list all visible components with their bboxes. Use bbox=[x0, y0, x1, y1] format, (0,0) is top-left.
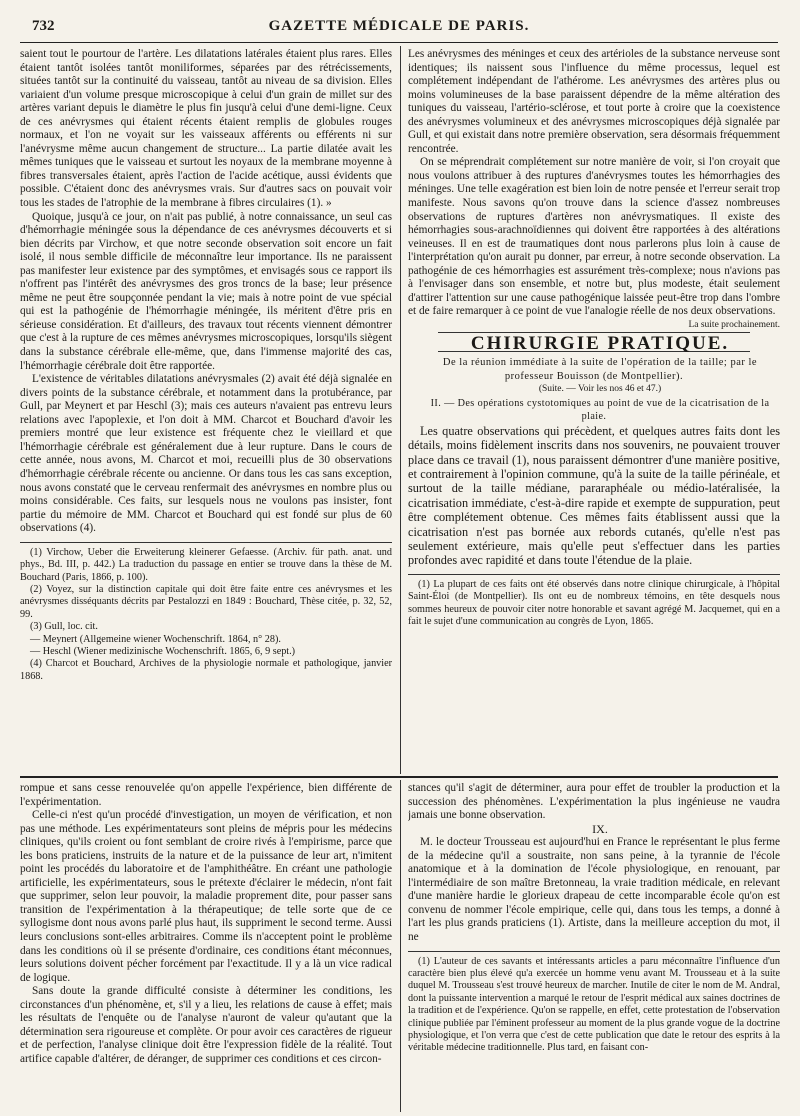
paragraph: Celle-ci n'est qu'un procédé d'investigation, un moyen de vérification, et non pas une méthode. Les expérimentateurs sont pleins de mépris pour les médecins cliniques, qu'ils croient ou font semblant de croire rivés à l'empirisme, parce que les bons praticiens, instruits de la nature et de la puissance de leur art, n'imitent point les procédés du laboratoire et de l'amphithéâtre. En créant une pathologie artificielle, les expérimentateurs, sous le prétexte d'éclairer le médecin, n'ont fait que supprimer, selon leur pouvoir, la maladie proprement dite, pour passer sans transition de l'expérimentation à la thérapeutique; de telle sorte que de ce syllogisme dont nous avons parlé plus haut, ils suppriment le second terme. Aussi leurs conclusions sont-elles arbitraires. Comme ils n'acceptent point le problème dans les conditions où il se présente d'ordinaire, ces conditions étant méconnues, leurs solutions doivent pécher forcément par l'exactitude. Il y a là un vice radical de logique. bbox=[20, 809, 392, 984]
running-title: GAZETTE MÉDICALE DE PARIS. bbox=[268, 18, 530, 34]
paragraph: Sans doute la grande difficulté consiste à déterminer les conditions, les circonstances d'un phénomène, et, s'il y a lieu, les relations de cause à effet; mais les résultats de l'enquête ou de l'analyse n'auront de valeur qu'autant que la détermination sera rigoureuse et complète. Or pour avoir ces caractères de rigueur et de perfection, l'analyse clinique doit être l'expression fidèle de la réalité. Tout artifice capable d'altérer, de déranger, de supprimer ces conditions et ces circon- bbox=[20, 985, 392, 1065]
section-numeral: IX. bbox=[592, 821, 608, 836]
paragraph: rompue et sans cesse renouvelée qu'on appelle l'expérience, bien différente de l'expérimentation. bbox=[20, 782, 392, 808]
footnote-separator bbox=[408, 574, 780, 575]
page-number: 732 bbox=[32, 18, 55, 34]
footnotes bbox=[408, 956, 780, 1055]
footnote: (4) Charcot et Bouchard, Archives de la physiologie normale et pathologique, janvier 1868. bbox=[20, 658, 392, 682]
footnote: (3) Gull, loc. cit. bbox=[30, 621, 98, 633]
top-left-column bbox=[20, 48, 392, 770]
footnote-separator bbox=[408, 951, 780, 952]
footnotes bbox=[408, 579, 780, 629]
paragraph: stances qu'il s'agit de déterminer, aura pour effet de troubler la production et la succession des phénomènes. L'expérimentation la plus ingénieuse ne vaudra jamais une bonne observation. bbox=[408, 782, 780, 822]
column-divider bbox=[400, 46, 401, 774]
footnote: (1) L'auteur de ces savants et intéressants articles a paru méconnaître l'influence d'un caractère bien plus élevé qu'a exercée un homme venu avant M. Trousseau et à la suite duquel M. Trousseau s'est trouvé heureux de marcher. Inutile de citer le nom de M. Andral, dont la puissante intervention a marqué le retour de l'esprit médical aux saines doctrines de la tradition et de l'expérience. Qu'on se rappelle, en effet, cette protestation de l'observation clinique publiée par l'éminent professeur au moment de la plus grande vogue de la doctrine physiologique, et l'on verra que c'est de cette publication que date le retour des esprits à la véritable médecine traditionnelle. Plus tard, en faisant con- bbox=[408, 955, 780, 1054]
column-divider bbox=[400, 780, 401, 1112]
footnote-separator bbox=[20, 542, 392, 543]
footnote: — Heschl (Wiener medizinische Wochenschrift. 1865, 6, 9 sept.) bbox=[30, 645, 296, 657]
suite-reference: (Suite. — Voir les nos 46 et 47.) bbox=[538, 384, 662, 395]
paragraph: Les anévrysmes des méninges et ceux des artérioles de la substance nerveuse sont identiques; ils naissent sous l'influence du même processus, lequel est complétement indépendant de l'athérome. Les anévrysmes des artères plus ou moins volumineuses de la base paraissent dépendre de la même altération des tuniques du vaisseau, l'artério-sclérose, et tout porte à croire que la coexistence des anévrysmes volumineux et des anévrysmes microscopiques déjà signalée par Gull, et qui existait dans notre première observation, sera désormais fréquemment rencontrée. bbox=[408, 48, 780, 155]
page-header bbox=[20, 16, 778, 43]
article-title: De la réunion immédiate à la suite de l'opération de la taille; par le professeur Bouisson (de Montpellier). bbox=[442, 357, 758, 382]
continuation-note: La suite prochainement. bbox=[688, 319, 780, 330]
paragraph: L'existence de véritables dilatations anévrysmales (2) avait été déjà signalée en divers points de la substance cérébrale, et notamment dans la protubérance, par Gull, par Meynert et par Heschl (3); mais ces auteurs n'avaient pas entrevu leurs relations avec l'apoplexie, et l'on doit à MM. Charcot et Bouchard d'avoir les premiers montré que leur existence est fréquente chez le vieillard et que l'hémorrhagie cérébrale est généralement due à leur rupture. Dans le cours de cette année, nous avons, M. Charcot et moi, recueilli plus de 30 observations d'hémorrhagie cérébrale récente ou ancienne. Or dans tous les cas sans exception, nous avons constaté que le cerveau renfermait des anévrysmes en nombre plus ou moins considérable. Ces faits, sur lesquels nous ne voulons pas insister, font partie du mémoire de MM. Charcot et Bouchard qui est fondé sur plus de 60 observations (4). bbox=[20, 373, 392, 535]
paragraph: saient tout le pourtour de l'artère. Les dilatations latérales étaient plus rares. Elles étaient tantôt isolées tantôt moniliformes, séparées par des rétrécissements, situées tantôt sur la continuité du vaisseau, tantôt au niveau de sa division. Elles variaient d'un volume presque microscopique à celui d'un grain de millet sur des artères variant depuis le diamètre le plus fin jusqu'à celui d'une demi-ligne. Ceux de ces anévrysmes qui étaient récents étaient remplis de globules rouges normaux, et l'on ne voyait sur les vaisseaux afférents ou efférents ni sur l'anévrysme même aucun changement de structure... La partie dilatée avait les mêmes tuniques que le vaisseau et surtout les noyaux de la membrane moyenne à fibres transversales étaient, après l'action de l'acide acétique, aussi évidents que possible. C'étaient donc des anévrysmes vrais. Sur d'autres sacs on pouvait voir tous les stades de l'atrophie de la membrane à fibres circulaires (1). » bbox=[20, 48, 392, 210]
footnotes bbox=[20, 547, 392, 683]
paragraph: Les quatre observations qui précèdent, et quelques autres faits dont les détails, moins fidèlement inscrits dans nos souvenirs, ne pouvaient trouver place dans ce travail (1), nous paraissent démontrer d'une manière positive, et contrairement à l'opinion commune, qu'à la suite de la taille périnéale, et surtout de la taille médiane, pararaphéale ou médio-latéralisée, la cicatrisation immédiate, c'est-à-dire rapide et exempte de suppuration, peut être complétement obtenue. Ces mêmes faits établissent aussi que la cicatrisation n'est pas bornée aux rebords cutanés, qu'elle n'est pas seulement extérieure, mais qu'elle peut s'effectuer dans les parties profondes avec rapidité et dans toute l'étendue de la plaie. bbox=[408, 423, 780, 568]
section-title: CHIRURGIE PRATIQUE. bbox=[470, 333, 730, 355]
footnote: (1) La plupart de ces faits ont été observés dans notre clinique chirurgicale, à l'hôpital Saint-Éloi (de Montpellier). Ils ont eu de nombreux témoins, en tête desquels nous sommes heureux de pouvoir citer notre honorable et savant agrégé M. Jacquemet, qui en a fait le sujet d'une communication au congrès de Lyon, 1865. bbox=[408, 578, 780, 628]
footnote: (2) Voyez, sur la distinction capitale qui doit être faite entre ces anévrysmes et les anévrysmes disséquants décrits par Pestalozzi en 1849 : Bouchard, Thèse citée, p. 32, 52, 99. bbox=[20, 583, 392, 620]
bottom-right-column bbox=[408, 782, 780, 1112]
paragraph: Quoique, jusqu'à ce jour, on n'ait pas publié, à notre connaissance, un seul cas d'hémorrhagie méningée sous la dépendance de ces anévrysmes découverts et si bien décrits par Virchow, et que notre seconde observation soit encore un fait isolé, il nous semble difficile de méconnaître leur importance. Ils ne paraissent pas manifester leur existence par des symptômes, et envisagés sous ce rapport ils n'offrent pas l'intérêt des anévrysmes des gros troncs de la base; leur présence même ne peut être soupçonnée pendant la vie; mais à notre point de vue spécial qui est la pathogénie de l'hémorrhagie méningée, ils méritent d'être pris en sérieuse considération. Et d'ailleurs, des travaux tout récents viennent démontrer que c'est à la rupture de ces mêmes anévrysmes microscopiques, lorsqu'ils siègent dans la substance cérébrale elle-même, que, dans l'immense majorité des cas, l'hémorrhagie cérébrale doit être rapportée. bbox=[20, 210, 392, 372]
subsection-heading: II. — Des opérations cystotomiques au point de vue de la cicatrisation de la plaie. bbox=[430, 397, 770, 423]
paragraph: On se méprendrait complétement sur notre manière de voir, si l'on croyait que nous voulons attribuer à des ruptures d'anévrysmes toutes les hémorrhagies des méninges. Une telle exagération est bien loin de notre pensée et l'erreur serait trop manifeste. Nous savons qu'on trouve dans la science d'assez nombreuses observations de ruptures d'artères non anévrysmatiques. Il existe des hémorrhagies sous-arachnoïdiennes qui doivent être rapportées à des altérations veineuses. Il en est de traumatiques dont nous parlerons plus loin à cause de l'interprétation qu'on aurait pu donner, par erreur, à notre seconde observation. La pathogénie de ces hémorrhagies est assurément très-complexe; nous n'avions pas à l'envisager dans son ensemble, et notre but, plus modeste, était seulement d'attirer l'attention sur une cause pathogénique laissée peut-être trop dans l'ombre et de faire remarquer à ce point de vue l'analogie réelle de nos deux observations. bbox=[408, 156, 780, 318]
top-right-column bbox=[408, 48, 780, 770]
footnote: (1) Virchow, Ueber die Erweiterung kleinerer Gefaesse. (Archiv. für path. anat. und phys., Bd. III, p. 442.) La traduction du passage en entier se trouve dans la thèse de M. Bouchard (Paris, 1866, p. 100). bbox=[20, 546, 392, 583]
horizontal-divider bbox=[20, 776, 778, 778]
footnote: — Meynert (Allgemeine wiener Wochenschrift. 1864, n° 28). bbox=[30, 633, 281, 645]
paragraph: M. le docteur Trousseau est aujourd'hui en France le représentant le plus ferme de la médecine qu'il a soustraite, non sans peine, à la tyrannie de l'école anatomique et à la domination de l'école physiologique, en renouant, par l'intermédiaire de son maître Bretonneau, la vraie tradition médicale, en relevant d'une manière hardie le glorieux drapeau de cette incomparable école qu'on est convenu de nommer l'école empirique, celle qui, dans tous les temps, a donné à l'art les plus grands praticiens (1). Artiste, dans la meilleure acception du mot, il ne bbox=[408, 836, 780, 944]
bottom-left-column bbox=[20, 782, 392, 1112]
